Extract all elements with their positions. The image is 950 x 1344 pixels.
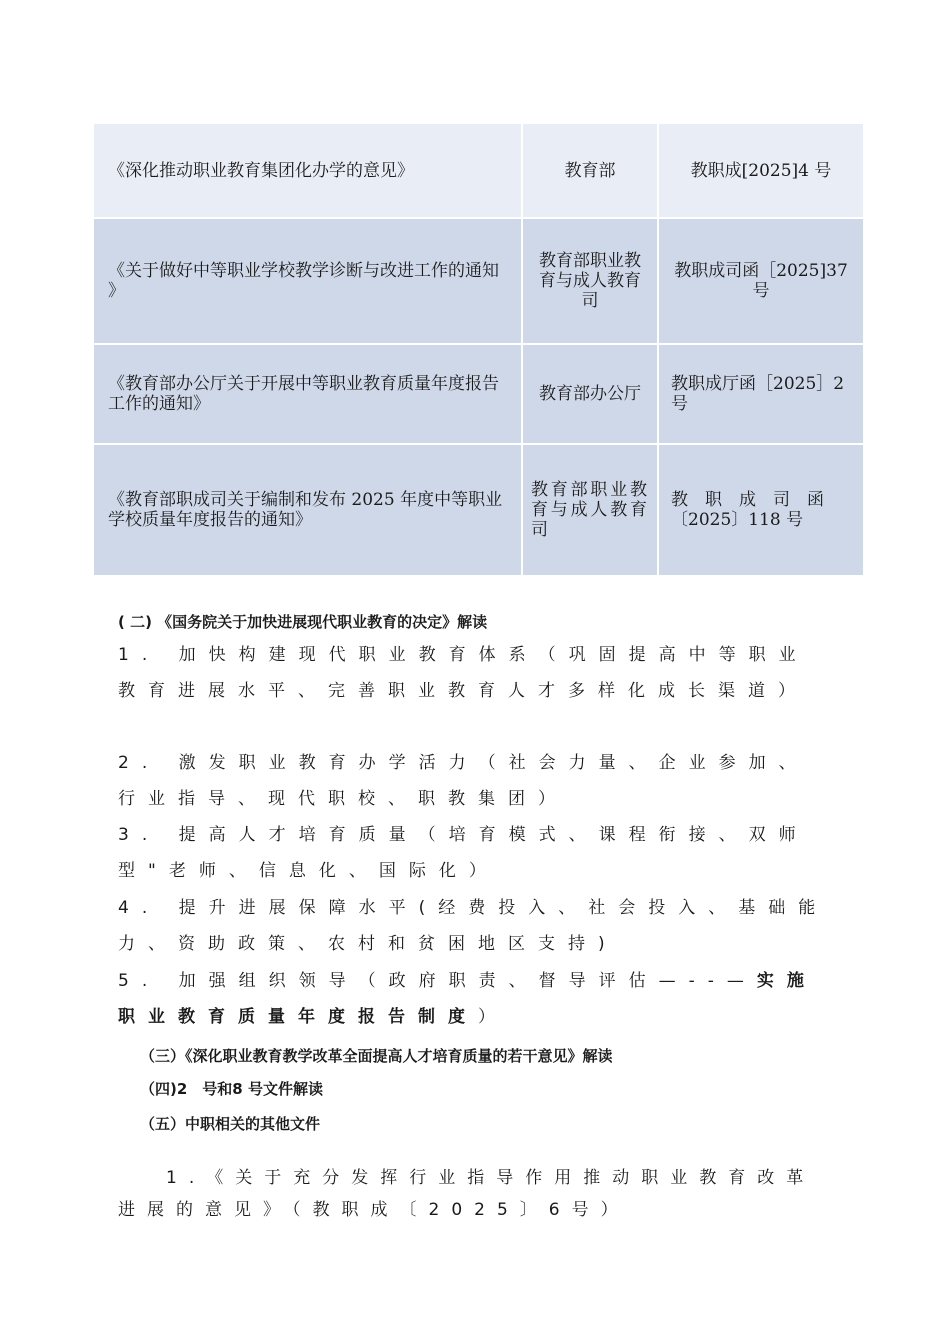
doc-number-cell: 教职成[2025]4 号 xyxy=(658,123,864,218)
doc-title-cell: 《关于做好中等职业学校教学诊断与改进工作的通知 》 xyxy=(93,218,522,344)
doc-number-cell: 教职成厅函［2025］2 号 xyxy=(658,344,864,444)
table-row xyxy=(93,344,864,444)
doc-dept-cell: 教育部职业教育与成人教育司 xyxy=(522,218,658,344)
section-heading: （五）中职相关的其他文件 xyxy=(140,1115,321,1133)
table-row xyxy=(93,444,864,576)
doc-number-cell: 教职成司函［2025]37 号 xyxy=(658,218,864,344)
list-item-emphasis: 实施职业教育质量年度报告制度 xyxy=(118,971,817,1027)
documents-table xyxy=(92,122,865,577)
doc-title-cell: 《教育部职成司关于编制和发布 2025 年度中等职业学校质量年度报告的通知》 xyxy=(93,444,522,576)
list-item-text: 5. 加强组织领导（政府职责、督导评估—--— xyxy=(118,971,757,991)
list-item: 1.《关于充分发挥行业指导作用推动职业教育改革进展的意见》（教职成〔2025〕6号） xyxy=(118,1168,816,1220)
list-item xyxy=(118,963,830,1035)
section-heading: （三）《深化职业教育教学改革全面提高人才培育质量的若干意见》解读 xyxy=(140,1047,613,1065)
doc-dept-cell: 教育部职业教育与成人教育司 xyxy=(522,444,658,576)
doc-title-cell: 《教育部办公厅关于开展中等职业教育质量年度报告工作的通知》 xyxy=(93,344,522,444)
list-item-text: ） xyxy=(478,1007,508,1027)
doc-dept-cell: 教育部 xyxy=(522,123,658,218)
list-item: 1. 加快构建现代职业教育体系（巩固提高中等职业教育进展水平、完善职业教育人才多样化成长渠道） xyxy=(118,645,809,701)
section-heading: （四)2 号和8 号文件解读 xyxy=(140,1080,323,1098)
list-item: 2. 激发职业教育办学活力（社会力量、企业参加、行业指导、现代职校、职教集团） xyxy=(118,753,809,809)
doc-dept-cell: 教育部办公厅 xyxy=(522,344,658,444)
list-item: 4. 提升进展保障水平(经费投入、社会投入、基础能力、资助政策、农村和贫困地区支持) xyxy=(118,898,829,954)
section-heading: ( 二) 《国务院关于加快进展现代职业教育的决定》解读 xyxy=(118,613,488,631)
list-item: 3. 提高人才培育质量（培育模式、课程衔接、双师型"老师、信息化、国际化） xyxy=(118,825,809,881)
table-row xyxy=(93,218,864,344)
doc-number-cell: 教 职 成 司 函〔2025〕118 号 xyxy=(658,444,864,576)
table-row xyxy=(93,123,864,218)
doc-title-cell: 《深化推动职业教育集团化办学的意见》 xyxy=(93,123,522,218)
